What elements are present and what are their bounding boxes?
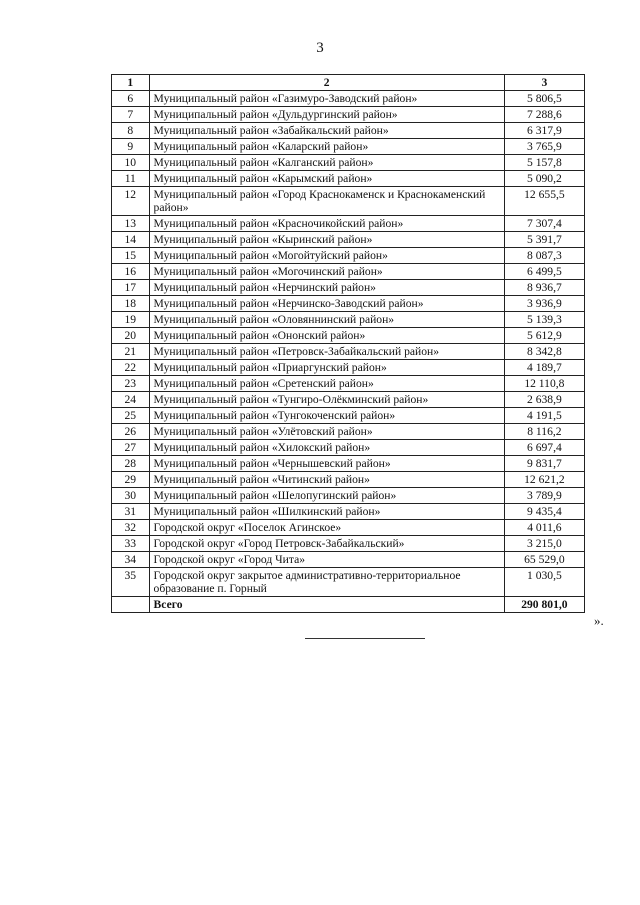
row-value: 12 655,5	[504, 187, 584, 216]
row-name: Муниципальный район «Забайкальский район»	[149, 123, 504, 139]
row-number: 34	[112, 552, 150, 568]
row-value: 3 789,9	[504, 488, 584, 504]
row-number: 7	[112, 107, 150, 123]
column-header-2: 2	[149, 75, 504, 91]
row-number: 32	[112, 520, 150, 536]
table-row	[112, 392, 585, 408]
row-number: 6	[112, 91, 150, 107]
row-name: Муниципальный район «Могойтуйский район»	[149, 248, 504, 264]
table-row	[112, 91, 585, 107]
row-value: 5 139,3	[504, 312, 584, 328]
row-value: 5 806,5	[504, 91, 584, 107]
row-value: 3 936,9	[504, 296, 584, 312]
row-value: 4 011,6	[504, 520, 584, 536]
row-number: 20	[112, 328, 150, 344]
row-value: 5 612,9	[504, 328, 584, 344]
row-name: Муниципальный район «Город Краснокаменск и Краснокаменский район»	[149, 187, 504, 216]
row-number: 19	[112, 312, 150, 328]
row-name: Муниципальный район «Красночикойский район»	[149, 216, 504, 232]
row-number: 17	[112, 280, 150, 296]
row-value: 12 621,2	[504, 472, 584, 488]
row-name: Муниципальный район «Кыринский район»	[149, 232, 504, 248]
row-name: Муниципальный район «Тунгокоченский район»	[149, 408, 504, 424]
table-row	[112, 440, 585, 456]
row-name: Муниципальный район «Оловяннинский район»	[149, 312, 504, 328]
row-name: Муниципальный район «Тунгиро-Олёкминский район»	[149, 392, 504, 408]
row-name: Городской округ «Поселок Агинское»	[149, 520, 504, 536]
divider-line	[305, 638, 425, 639]
row-number: 11	[112, 171, 150, 187]
row-value: 3 765,9	[504, 139, 584, 155]
row-value: 12 110,8	[504, 376, 584, 392]
table-row	[112, 187, 585, 216]
closing-quote-mark: ».	[594, 613, 604, 628]
row-number: 35	[112, 568, 150, 597]
row-value: 8 087,3	[504, 248, 584, 264]
row-number: 27	[112, 440, 150, 456]
table-row	[112, 504, 585, 520]
total-label: Всего	[149, 597, 504, 613]
row-value: 8 936,7	[504, 280, 584, 296]
table-row	[112, 123, 585, 139]
table-header-row	[112, 75, 585, 91]
row-value: 4 189,7	[504, 360, 584, 376]
row-name: Муниципальный район «Читинский район»	[149, 472, 504, 488]
row-name: Муниципальный район «Могочинский район»	[149, 264, 504, 280]
row-number: 31	[112, 504, 150, 520]
row-name: Городской округ закрытое административно-территориальное образование п. Горный	[149, 568, 504, 597]
total-value: 290 801,0	[504, 597, 584, 613]
table-row	[112, 568, 585, 597]
row-number: 22	[112, 360, 150, 376]
row-name: Муниципальный район «Каларский район»	[149, 139, 504, 155]
row-value: 65 529,0	[504, 552, 584, 568]
table-row	[112, 328, 585, 344]
row-name: Муниципальный район «Шилкинский район»	[149, 504, 504, 520]
row-name: Муниципальный район «Ононский район»	[149, 328, 504, 344]
total-row	[112, 597, 585, 613]
row-value: 9 435,4	[504, 504, 584, 520]
table-row	[112, 472, 585, 488]
row-value: 6 697,4	[504, 440, 584, 456]
table-row	[112, 552, 585, 568]
table-row	[112, 344, 585, 360]
row-number: 25	[112, 408, 150, 424]
row-number: 9	[112, 139, 150, 155]
row-value: 6 317,9	[504, 123, 584, 139]
table-row	[112, 408, 585, 424]
row-name: Муниципальный район «Приаргунский район»	[149, 360, 504, 376]
row-name: Городской округ «Город Чита»	[149, 552, 504, 568]
row-number: 10	[112, 155, 150, 171]
table-row	[112, 424, 585, 440]
row-number: 30	[112, 488, 150, 504]
table-row	[112, 107, 585, 123]
row-number: 23	[112, 376, 150, 392]
row-number: 18	[112, 296, 150, 312]
row-value: 5 157,8	[504, 155, 584, 171]
row-value: 8 342,8	[504, 344, 584, 360]
table-row	[112, 232, 585, 248]
row-value: 3 215,0	[504, 536, 584, 552]
row-number: 28	[112, 456, 150, 472]
row-value: 6 499,5	[504, 264, 584, 280]
row-name: Муниципальный район «Улётовский район»	[149, 424, 504, 440]
table-row	[112, 488, 585, 504]
total-num	[112, 597, 150, 613]
table-row	[112, 376, 585, 392]
row-number: 26	[112, 424, 150, 440]
row-name: Муниципальный район «Шелопугинский район»	[149, 488, 504, 504]
row-number: 15	[112, 248, 150, 264]
table-row	[112, 248, 585, 264]
table-row	[112, 139, 585, 155]
row-value: 8 116,2	[504, 424, 584, 440]
row-name: Муниципальный район «Дульдургинский район»	[149, 107, 504, 123]
column-header-1: 1	[112, 75, 150, 91]
row-value: 9 831,7	[504, 456, 584, 472]
table-row	[112, 296, 585, 312]
table-row	[112, 520, 585, 536]
row-name: Муниципальный район «Чернышевский район»	[149, 456, 504, 472]
table-row	[112, 312, 585, 328]
table-row	[112, 280, 585, 296]
row-name: Муниципальный район «Хилокский район»	[149, 440, 504, 456]
table-row	[112, 536, 585, 552]
budget-table	[111, 74, 585, 613]
table-row	[112, 171, 585, 187]
row-value: 5 391,7	[504, 232, 584, 248]
row-number: 14	[112, 232, 150, 248]
column-header-3: 3	[504, 75, 584, 91]
row-name: Муниципальный район «Карымский район»	[149, 171, 504, 187]
row-number: 16	[112, 264, 150, 280]
row-value: 5 090,2	[504, 171, 584, 187]
row-value: 4 191,5	[504, 408, 584, 424]
table-row	[112, 155, 585, 171]
row-value: 1 030,5	[504, 568, 584, 597]
row-number: 24	[112, 392, 150, 408]
row-number: 21	[112, 344, 150, 360]
row-number: 8	[112, 123, 150, 139]
row-value: 7 288,6	[504, 107, 584, 123]
row-value: 7 307,4	[504, 216, 584, 232]
row-name: Муниципальный район «Нерчинский район»	[149, 280, 504, 296]
row-name: Муниципальный район «Сретенский район»	[149, 376, 504, 392]
row-name: Муниципальный район «Нерчинско-Заводский район»	[149, 296, 504, 312]
table-row	[112, 456, 585, 472]
page-number: 3	[316, 40, 324, 56]
table-row	[112, 264, 585, 280]
table-row	[112, 360, 585, 376]
row-name: Муниципальный район «Петровск-Забайкальский район»	[149, 344, 504, 360]
row-name: Городской округ «Город Петровск-Забайкальский»	[149, 536, 504, 552]
row-value: 2 638,9	[504, 392, 584, 408]
row-number: 12	[112, 187, 150, 216]
table-row	[112, 216, 585, 232]
row-name: Муниципальный район «Газимуро-Заводский район»	[149, 91, 504, 107]
row-number: 13	[112, 216, 150, 232]
row-name: Муниципальный район «Калганский район»	[149, 155, 504, 171]
row-number: 29	[112, 472, 150, 488]
row-number: 33	[112, 536, 150, 552]
